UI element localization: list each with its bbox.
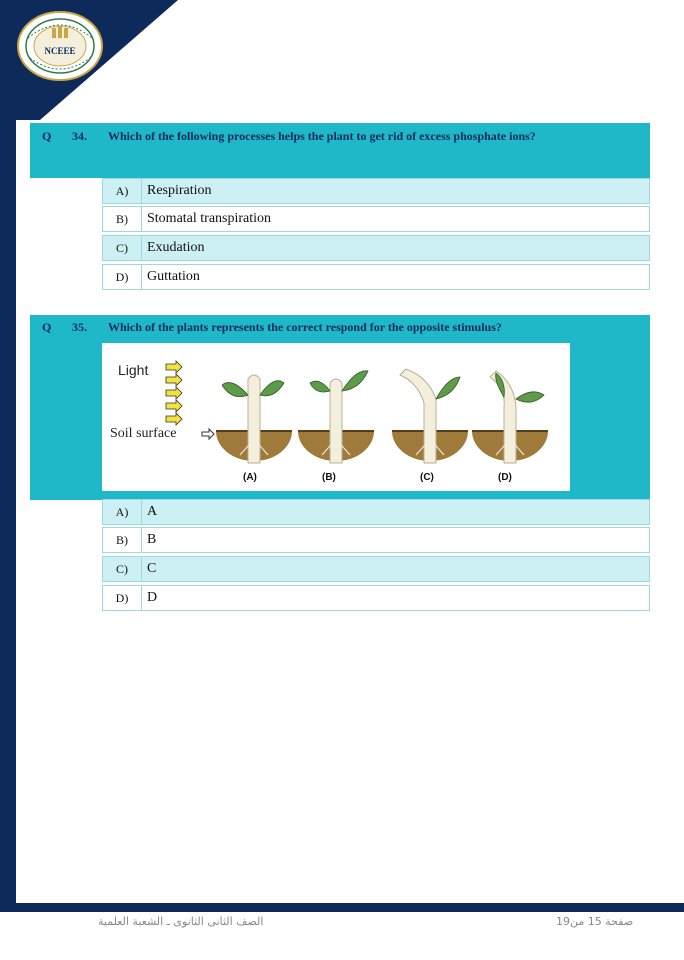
light-label: Light <box>118 362 149 378</box>
q34-option-d[interactable] <box>102 264 650 290</box>
plant-label-b: (B) <box>322 472 336 483</box>
left-page-border <box>0 0 16 912</box>
plant-c-illustration <box>392 369 468 463</box>
question-number: 34. <box>72 129 87 143</box>
option-text: Respiration <box>147 183 212 198</box>
footer-grade-label: الصف الثانى الثانوى ـ الشعبة العلمية <box>98 915 264 928</box>
question-letter: Q <box>42 320 52 334</box>
plant-label-a: (A) <box>243 472 257 483</box>
option-text: Exudation <box>147 240 205 255</box>
ncee-logo <box>14 8 106 84</box>
logo-text: NCEEE <box>44 46 76 56</box>
option-letter: B) <box>103 207 142 231</box>
option-text: Guttation <box>147 269 200 284</box>
q35-option-c[interactable] <box>102 556 650 582</box>
footer-page-number: صفحة 15 من19 <box>556 915 634 928</box>
plant-d-illustration <box>472 371 548 463</box>
plant-a-illustration <box>216 375 292 463</box>
q34-option-b[interactable] <box>102 206 650 232</box>
q35-option-a[interactable] <box>102 499 650 525</box>
option-letter: B) <box>103 528 142 552</box>
option-letter: A) <box>103 179 142 203</box>
q34-option-a[interactable] <box>102 178 650 204</box>
option-letter: D) <box>103 265 142 289</box>
option-text: D <box>147 590 158 605</box>
plant-label-c: (C) <box>420 472 434 483</box>
question-text: Which of the following processes helps the plant to get rid of excess phosphate ions? <box>108 129 536 143</box>
q34-option-c[interactable] <box>102 235 650 261</box>
option-text: B <box>147 532 157 547</box>
plant-label-d: (D) <box>498 472 512 483</box>
tropism-figure <box>102 343 570 491</box>
light-arrows-icon <box>166 361 182 425</box>
plant-b-illustration <box>298 371 374 463</box>
option-text: Stomatal transpiration <box>147 211 272 226</box>
soil-surface-label: Soil surface <box>110 426 177 441</box>
q35-option-d[interactable] <box>102 585 650 611</box>
bottom-page-border <box>0 903 684 912</box>
option-letter: C) <box>103 557 142 581</box>
option-text: C <box>147 561 157 576</box>
question-34-header <box>30 123 650 178</box>
question-number: 35. <box>72 320 87 334</box>
question-letter: Q <box>42 129 52 143</box>
question-text: Which of the plants represents the correct respond for the opposite stimulus? <box>108 320 502 334</box>
q35-option-b[interactable] <box>102 527 650 553</box>
option-letter: A) <box>103 500 142 524</box>
option-letter: C) <box>103 236 142 260</box>
soil-arrow-icon <box>202 429 214 439</box>
option-letter: D) <box>103 586 142 610</box>
option-text: A <box>147 504 158 519</box>
